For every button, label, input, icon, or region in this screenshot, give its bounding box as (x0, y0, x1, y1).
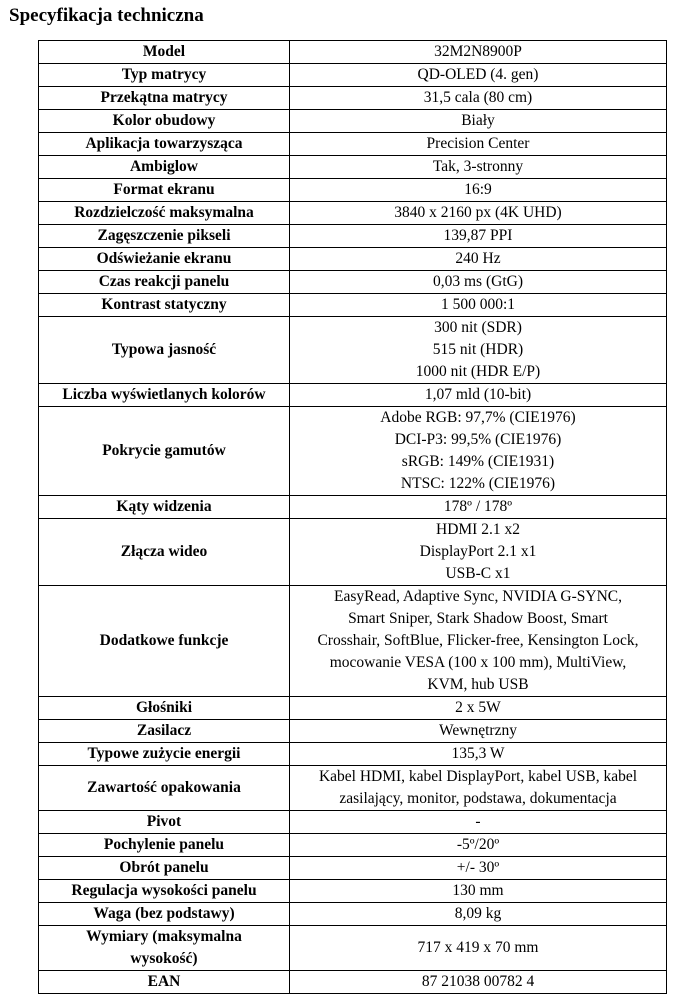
spec-row (39, 110, 667, 133)
spec-label (39, 384, 290, 407)
spec-label-line: Kolor obudowy (112, 112, 216, 129)
spec-value-line: 16:9 (464, 181, 492, 198)
spec-label-line: Pivot (146, 813, 182, 830)
spec-table-body (39, 41, 667, 994)
spec-value-line: Precision Center (426, 135, 530, 152)
page-title: Specyfikacja techniczna (9, 5, 204, 26)
spec-value (290, 64, 667, 87)
spec-label (39, 156, 290, 179)
spec-value-line: 3840 x 2160 px (4K UHD) (394, 204, 562, 221)
spec-value (290, 903, 667, 926)
spec-value (290, 384, 667, 407)
spec-label-line: Przekątna matrycy (100, 89, 228, 106)
spec-label (39, 271, 290, 294)
spec-value-line: mocowanie VESA (100 x 100 mm), MultiView, (329, 654, 627, 671)
spec-row (39, 697, 667, 720)
spec-value-line: Tak, 3-stronny (432, 158, 524, 175)
spec-value-line: 717 x 419 x 70 mm (417, 939, 539, 956)
spec-value-line: 135,3 W (451, 745, 505, 762)
spec-label-line: Złącza wideo (120, 543, 208, 560)
spec-label (39, 64, 290, 87)
spec-label-line: Głośniki (136, 699, 192, 716)
spec-row (39, 496, 667, 519)
spec-row (39, 202, 667, 225)
spec-value (290, 156, 667, 179)
spec-value (290, 857, 667, 880)
spec-label-line: Pokrycie gamutów (102, 442, 226, 459)
spec-label-line: Odświeżanie ekranu (96, 250, 232, 267)
spec-label-line: Zawartość opakowania (87, 779, 241, 796)
spec-row (39, 834, 667, 857)
spec-table (38, 40, 667, 994)
spec-label-line: Kontrast statyczny (101, 296, 227, 313)
spec-row (39, 179, 667, 202)
spec-label-line: Liczba wyświetlanych kolorów (62, 386, 266, 403)
spec-value-line: DisplayPort 2.1 x1 (419, 543, 537, 560)
spec-value (290, 87, 667, 110)
spec-label (39, 317, 290, 384)
spec-value-line: 1000 nit (HDR E/P) (415, 363, 541, 380)
spec-label (39, 407, 290, 496)
spec-value-line: 87 21038 00782 4 (421, 973, 535, 990)
spec-row (39, 384, 667, 407)
spec-row (39, 857, 667, 880)
spec-label-line: Obrót panelu (119, 859, 209, 876)
spec-label-line: Czas reakcji panelu (98, 273, 230, 290)
spec-value (290, 834, 667, 857)
spec-label-line: Waga (bez podstawy) (93, 905, 235, 922)
spec-value-line: Biały (461, 112, 495, 129)
spec-value-line: USB-C x1 (445, 565, 511, 582)
spec-label-line: Format ekranu (113, 181, 215, 198)
spec-label (39, 880, 290, 903)
spec-value (290, 294, 667, 317)
spec-row (39, 519, 667, 586)
spec-label (39, 202, 290, 225)
spec-label (39, 248, 290, 271)
spec-value (290, 248, 667, 271)
spec-row (39, 156, 667, 179)
spec-label (39, 225, 290, 248)
spec-label-line: Rozdzielczość maksymalna (74, 204, 254, 221)
spec-value-line: 178º / 178º (443, 498, 513, 515)
spec-value (290, 317, 667, 384)
spec-value-line: Crosshair, SoftBlue, Flicker-free, Kensington Lock, (317, 632, 639, 649)
spec-row (39, 248, 667, 271)
spec-value-line: Adobe RGB: 97,7% (CIE1976) (380, 409, 576, 426)
spec-value (290, 202, 667, 225)
spec-value (290, 766, 667, 811)
spec-value (290, 519, 667, 586)
spec-label-line: wysokość) (130, 950, 198, 967)
spec-value-line: sRGB: 149% (CIE1931) (401, 453, 555, 470)
spec-row (39, 743, 667, 766)
spec-label-line: Model (142, 43, 186, 60)
spec-row (39, 811, 667, 834)
spec-label-line: Zasilacz (136, 722, 192, 739)
spec-value-line: Smart Sniper, Stark Shadow Boost, Smart (348, 610, 608, 627)
spec-value (290, 179, 667, 202)
spec-label (39, 811, 290, 834)
spec-value-line: 240 Hz (455, 250, 501, 267)
spec-row (39, 766, 667, 811)
spec-value (290, 496, 667, 519)
spec-value (290, 110, 667, 133)
spec-row (39, 720, 667, 743)
spec-label (39, 903, 290, 926)
spec-label-line: Pochylenie panelu (103, 836, 225, 853)
spec-value-line: 31,5 cala (80 cm) (423, 89, 533, 106)
spec-value-line: 515 nit (HDR) (432, 341, 524, 358)
spec-value-line: 32M2N8900P (434, 43, 522, 60)
spec-value-line: 8,09 kg (454, 905, 502, 922)
spec-value (290, 880, 667, 903)
spec-label (39, 179, 290, 202)
spec-label-line: Aplikacja towarzysząca (85, 135, 243, 152)
spec-value (290, 926, 667, 971)
spec-label-line: Kąty widzenia (116, 498, 212, 515)
spec-value-line: 300 nit (SDR) (434, 319, 522, 336)
spec-value-line: - (475, 813, 481, 830)
spec-value-line: 0,03 ms (GtG) (433, 273, 523, 290)
spec-value (290, 971, 667, 994)
spec-label (39, 294, 290, 317)
spec-value-line: Kabel HDMI, kabel DisplayPort, kabel USB, kabel (318, 768, 638, 785)
spec-row (39, 903, 667, 926)
spec-value (290, 720, 667, 743)
spec-label-line: Regulacja wysokości panelu (71, 882, 257, 899)
spec-label-line: Ambiglow (129, 158, 199, 175)
spec-value-line: QD-OLED (4. gen) (417, 66, 539, 83)
spec-row (39, 926, 667, 971)
spec-value-line: HDMI 2.1 x2 (436, 521, 520, 538)
spec-row (39, 225, 667, 248)
spec-value (290, 811, 667, 834)
spec-label-line: Typ matrycy (121, 66, 207, 83)
spec-value (290, 133, 667, 156)
spec-row (39, 294, 667, 317)
spec-value-line: 130 mm (452, 882, 504, 899)
spec-row (39, 586, 667, 697)
spec-value-line: zasilający, monitor, podstawa, dokumentacja (339, 790, 617, 807)
spec-value-line: +/- 30º (456, 859, 500, 876)
spec-label (39, 743, 290, 766)
spec-label-line: Dodatkowe funkcje (99, 632, 229, 649)
spec-value (290, 271, 667, 294)
spec-value-line: 1 500 000:1 (440, 296, 516, 313)
spec-row (39, 407, 667, 496)
spec-row (39, 317, 667, 384)
spec-value (290, 743, 667, 766)
spec-value-line: Wewnętrzny (439, 722, 517, 739)
spec-label (39, 496, 290, 519)
spec-value (290, 586, 667, 697)
spec-value-line: NTSC: 122% (CIE1976) (400, 475, 556, 492)
spec-label-line: Wymiary (maksymalna (86, 928, 242, 945)
spec-row (39, 64, 667, 87)
spec-label-line: Typowa jasność (111, 341, 217, 358)
spec-label (39, 41, 290, 64)
spec-value (290, 41, 667, 64)
spec-row (39, 271, 667, 294)
spec-row (39, 87, 667, 110)
spec-label (39, 519, 290, 586)
spec-row (39, 41, 667, 64)
spec-value (290, 225, 667, 248)
spec-label-line: Zagęszczenie pikseli (97, 227, 231, 244)
spec-label (39, 766, 290, 811)
spec-label (39, 586, 290, 697)
spec-label (39, 857, 290, 880)
spec-value (290, 407, 667, 496)
spec-value (290, 697, 667, 720)
spec-label (39, 971, 290, 994)
spec-value-line: 1,07 mld (10-bit) (424, 386, 532, 403)
spec-row (39, 133, 667, 156)
spec-row (39, 971, 667, 994)
spec-label (39, 697, 290, 720)
spec-label (39, 110, 290, 133)
spec-value-line: EasyRead, Adaptive Sync, NVIDIA G-SYNC, (333, 588, 622, 605)
spec-value-line: KVM, hub USB (427, 676, 529, 693)
spec-value-line: 139,87 PPI (443, 227, 513, 244)
spec-value-line: 2 x 5W (455, 699, 501, 716)
spec-label (39, 720, 290, 743)
spec-label-line: EAN (147, 973, 181, 990)
spec-label (39, 133, 290, 156)
spec-value-line: -5º/20º (456, 836, 500, 853)
spec-label (39, 87, 290, 110)
spec-row (39, 880, 667, 903)
spec-label (39, 926, 290, 971)
spec-value-line: DCI-P3: 99,5% (CIE1976) (394, 431, 562, 448)
spec-label (39, 834, 290, 857)
spec-label-line: Typowe zużycie energii (87, 745, 241, 762)
